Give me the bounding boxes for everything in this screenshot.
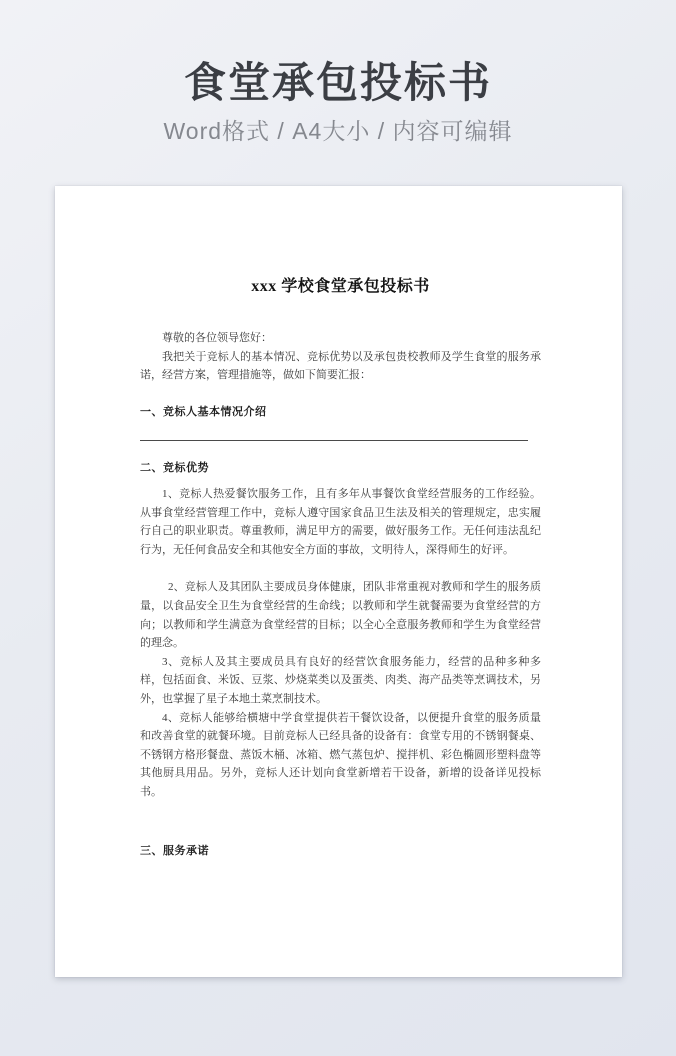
intro-paragraph: 我把关于竞标人的基本情况、竞标优势以及承包贵校教师及学生食堂的服务承诺，经营方案，管理措施等，做如下简要汇报： — [140, 350, 541, 382]
banner-subtitle: Word格式 / A4大小 / 内容可编辑 — [163, 118, 513, 144]
document-content — [55, 186, 622, 977]
document-page — [55, 186, 622, 977]
greeting-line: 尊敬的各位领导您好： — [162, 332, 272, 344]
advantage-paragraph-2: 2、竞标人及其团队主要成员身体健康，团队非常重视对教师和学生的服务质量，以食品安全卫生为食堂经营的生命线；以教师和学生就餐需要为食堂经营的方向；以教师和学生满意为食堂经营的目标；以全心全意服务教师和学生为食堂经营的理念。 — [140, 581, 541, 650]
section-heading-basic-info: 一、竞标人基本情况介绍 — [140, 405, 267, 418]
advantage-paragraph-1: 1、竞标人热爱餐饮服务工作，且有多年从事餐饮食堂经营服务的工作经验。从事食堂经营管理工作中，竞标人遵守国家食品卫生法及相关的管理规定，忠实履行自己的职业职责。尊重教师，满足甲方的需要，做好服务工作。无任何违法乱纪行为，无任何食品安全和其他安全方面的事故，文明待人，深得师生的好评。 — [140, 487, 541, 556]
banner-title: 食堂承包投标书 — [183, 59, 492, 106]
banner — [0, 0, 676, 145]
document-title: xxx 学校食堂承包投标书 — [251, 278, 430, 295]
horizontal-divider — [140, 440, 528, 441]
advantage-paragraph-4: 4、竞标人能够给横塘中学食堂提供若干餐饮设备，以便提升食堂的服务质量和改善食堂的就餐环境。目前竞标人已经具备的设备有：食堂专用的不锈钢餐桌、不锈钢方格形餐盘、蒸饭木桶、冰箱、燃气蒸包炉、搅拌机、彩色椭圆形塑料盘等其他厨具用品。另外，竞标人还计划向食堂新增若干设备，新增的设备详见投标书。 — [140, 711, 541, 798]
section-heading-advantages: 二、竞标优势 — [140, 462, 209, 475]
advantage-paragraph-3: 3、竞标人及其主要成员具有良好的经营饮食服务能力，经营的品种多种多样，包括面食、米饭、豆浆、炒烧菜类以及蛋类、肉类、海产品类等烹调技术，另外，也掌握了星子本地土菜烹制技术。 — [140, 655, 541, 705]
section-heading-service-promise: 三、服务承诺 — [140, 845, 209, 858]
